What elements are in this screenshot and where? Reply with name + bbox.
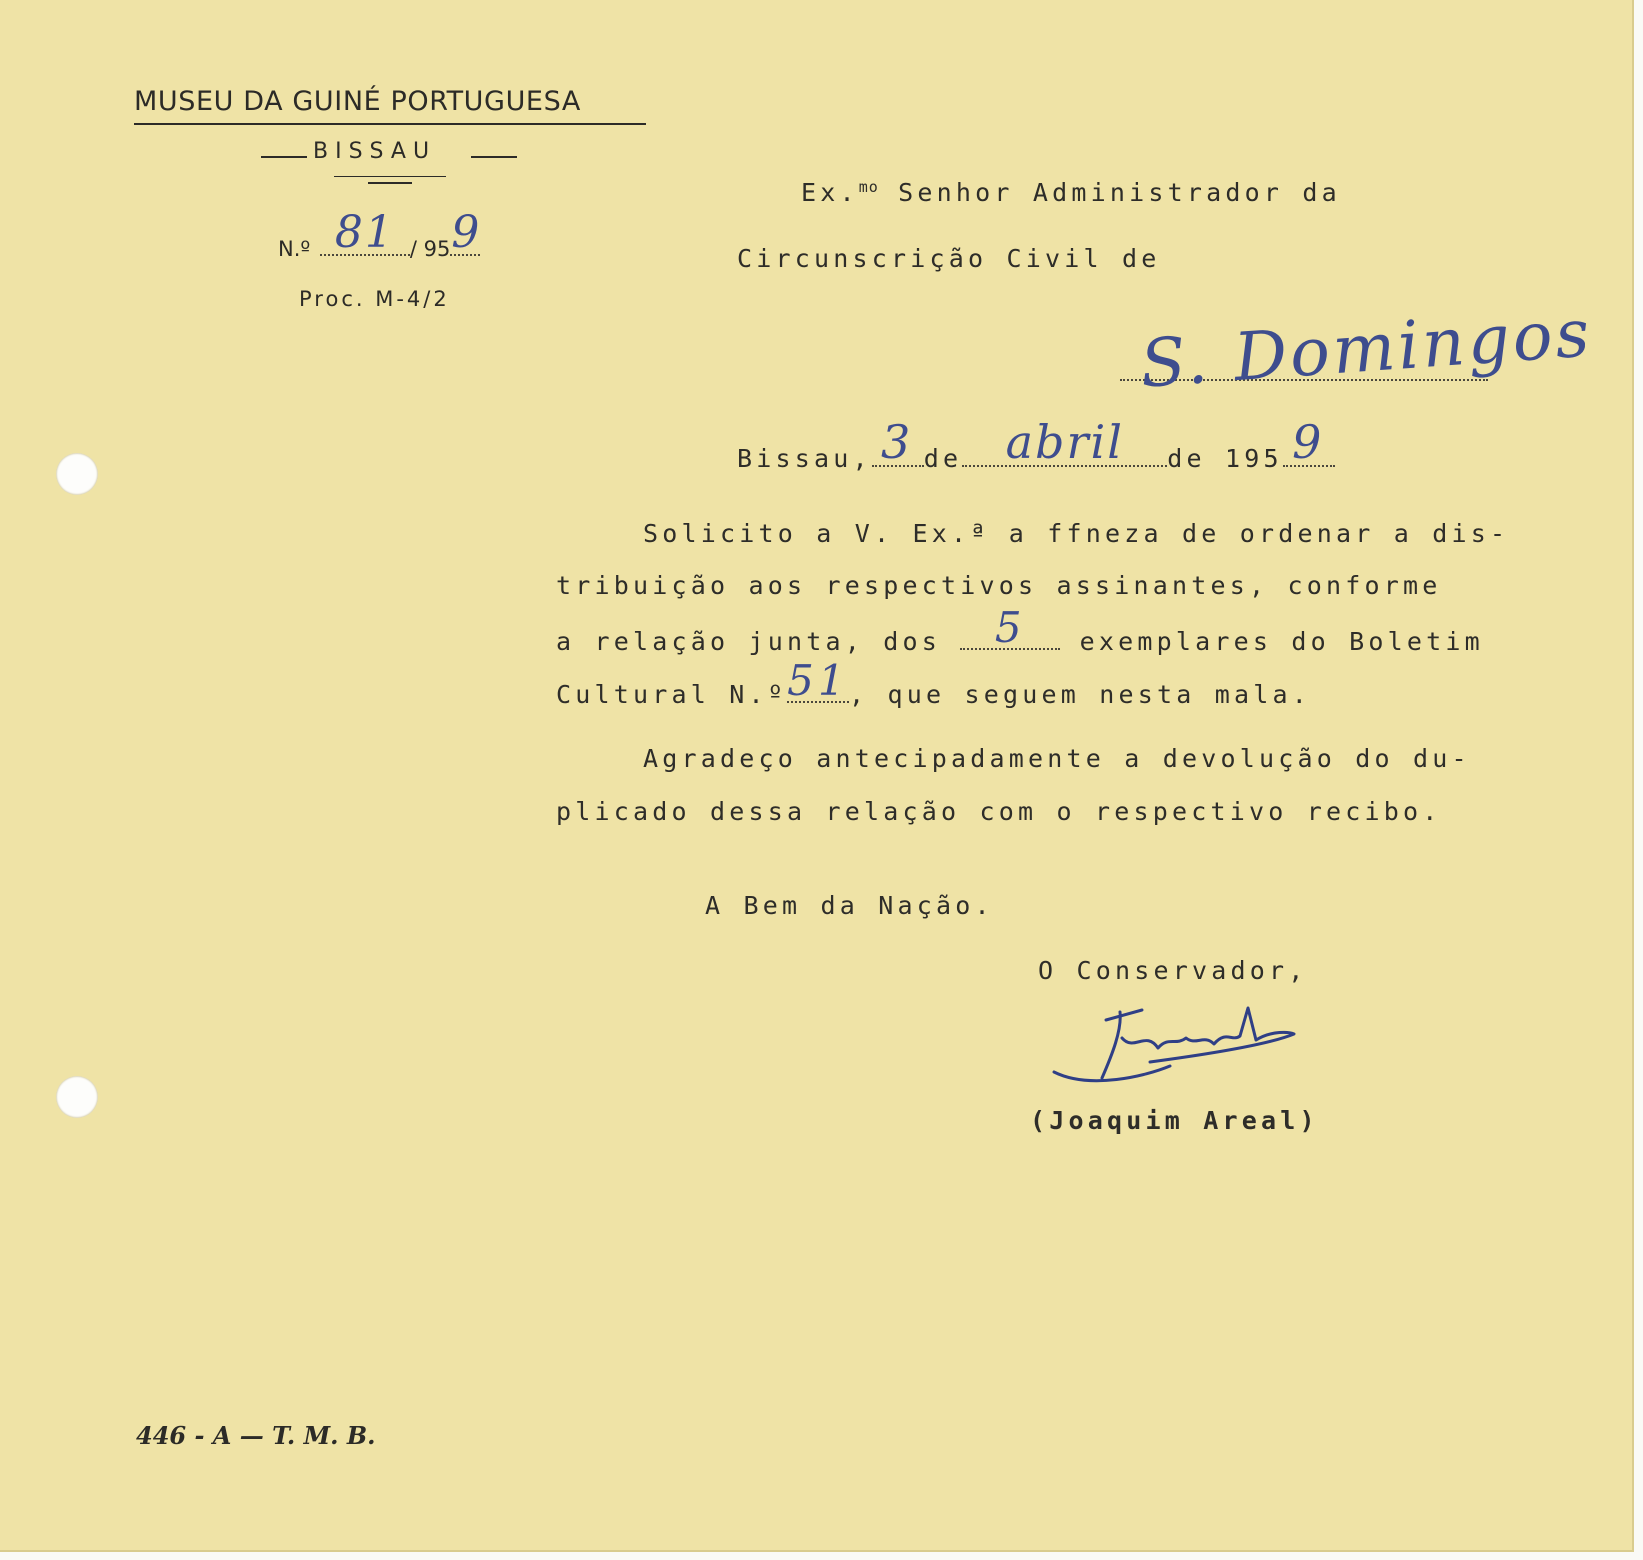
date-year-field bbox=[1283, 415, 1335, 469]
closing-salutation: A Bem da Nação. bbox=[705, 891, 994, 920]
form-code: 446 - A — T. M. B. bbox=[136, 1421, 376, 1450]
addressee-rest: Senhor Administrador da bbox=[898, 178, 1341, 207]
body-p1-line-1: Solicito a V. Ex.ª a ffneza de ordenar a dis- bbox=[643, 519, 1510, 548]
number-label: N.º bbox=[278, 237, 311, 261]
signature bbox=[1050, 1000, 1340, 1100]
body-p1-line-4 bbox=[556, 656, 1312, 709]
city-name: BISSAU bbox=[313, 139, 437, 164]
body-p1-line-3-b: exemplares do Boletim bbox=[1079, 627, 1484, 656]
day-handwritten: 3 bbox=[881, 415, 915, 469]
copies-handwritten: 5 bbox=[994, 603, 1026, 652]
copies-field bbox=[960, 603, 1060, 652]
year-field bbox=[450, 207, 480, 258]
bulletin-number-handwritten: 51 bbox=[787, 656, 849, 705]
addressee-title: Ex. bbox=[801, 178, 859, 207]
process-reference: Proc. M-4/2 bbox=[299, 287, 450, 311]
year-handwritten: 9 bbox=[451, 207, 480, 258]
body-p1-line-4-b: , que seguem nesta mala. bbox=[849, 680, 1312, 709]
city-dash-right bbox=[471, 156, 517, 158]
punch-hole-top bbox=[56, 453, 98, 495]
body-p1-line-3-a: a relação junta, dos bbox=[556, 627, 942, 656]
document-number bbox=[278, 207, 480, 261]
addressee-line-2: Circunscrição Civil de bbox=[737, 244, 1161, 273]
letterhead-divider-bold bbox=[368, 182, 412, 184]
signatory-name: (Joaquim Areal) bbox=[1030, 1106, 1319, 1135]
bulletin-number-field bbox=[787, 656, 849, 705]
date-de-2: de 195 bbox=[1167, 444, 1283, 473]
date-city: Bissau, bbox=[737, 444, 872, 473]
addressee-line-1 bbox=[801, 178, 1341, 207]
body-p1-line-4-a: Cultural N.º bbox=[556, 680, 788, 709]
closing-role: O Conservador, bbox=[1038, 956, 1308, 985]
number-field bbox=[320, 207, 410, 258]
month-field bbox=[962, 415, 1167, 469]
institution-underline bbox=[134, 123, 646, 125]
date-de-1: de bbox=[923, 444, 963, 473]
letterhead-divider bbox=[334, 176, 446, 177]
body-p2-line-2: plicado dessa relação com o respectivo recibo. bbox=[556, 797, 1442, 826]
addressee-title-sup: mo bbox=[858, 178, 879, 196]
month-handwritten: abril bbox=[1005, 415, 1124, 469]
city-dash-left bbox=[261, 156, 307, 158]
body-p2-line-1: Agradeço antecipadamente a devolução do du- bbox=[643, 744, 1471, 773]
punch-hole-bottom bbox=[56, 1076, 98, 1118]
year-label: / 95 bbox=[409, 237, 451, 261]
day-field bbox=[872, 415, 924, 469]
place-handwritten: S. Domingos bbox=[1137, 294, 1595, 403]
body-p1-line-3 bbox=[556, 603, 1484, 656]
institution-name: MUSEU DA GUINÉ PORTUGUESA bbox=[134, 86, 581, 117]
date-year-handwritten: 9 bbox=[1292, 415, 1326, 469]
body-p1-line-2: tribuição aos respectivos assinantes, conforme bbox=[556, 571, 1442, 600]
date-line bbox=[737, 415, 1335, 473]
number-handwritten: 81 bbox=[334, 207, 395, 258]
